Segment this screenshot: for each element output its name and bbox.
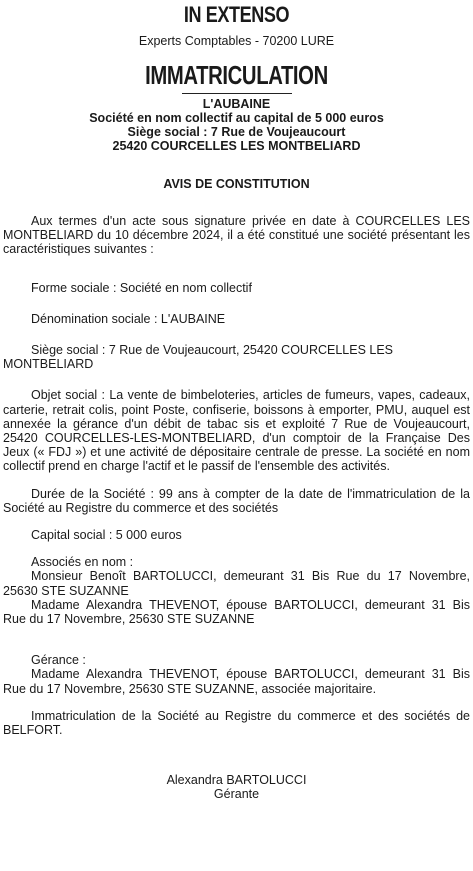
notice-title: AVIS DE CONSTITUTION [163, 177, 310, 191]
header [0, 4, 473, 94]
forme-sociale: Forme sociale : Société en nom collectif [31, 280, 252, 295]
company-city: 25420 COURCELLES LES MONTBELIARD [112, 139, 361, 153]
intro-paragraph: Aux termes d'un acte sous signature privée en date à COURCELLES LES MONTBELIARD du 10 décembre 2024, il a été constitué une société présentant les caractéristiques suivantes : [3, 214, 470, 257]
agency-subtitle: Experts Comptables - 70200 LURE [138, 34, 335, 48]
gerance-text: Madame Alexandra THEVENOT, épouse BARTOLUCCI, demeurant 31 Bis Rue du 17 Novembre, 25630 STE SUZANNE, associée majoritaire. [3, 667, 470, 696]
associe-2: Madame Alexandra THEVENOT, épouse BARTOLUCCI, demeurant 31 Bis Rue du 17 Novembre, 25630 STE SUZANNE [3, 597, 470, 627]
signature-block [0, 773, 473, 801]
siege-social: Siège social : 7 Rue de Voujeaucourt, 25420 COURCELLES LES MONTBELIARD [3, 343, 394, 372]
denomination-sociale: Dénomination sociale : L'AUBAINE [31, 311, 226, 326]
immatriculation-text: Immatriculation de la Société au Registre du commerce et des sociétés de BELFORT. [3, 708, 470, 738]
company-name: L'AUBAINE [202, 97, 271, 111]
capital-social: Capital social : 5 000 euros [31, 528, 182, 543]
legal-notice-page [0, 4, 473, 871]
duree-societe: Durée de la Société : 99 ans à compter de la date de l'immatriculation de la Société au Registre du commerce et des sociétés [3, 486, 470, 515]
associe-1: Monsieur Benoît BARTOLUCCI, demeurant 31 Bis Rue du 17 Novembre, 25630 STE SUZANNE [3, 569, 470, 598]
agency-name: IN EXTENSO [183, 2, 290, 27]
company-capital: Société en nom collectif au capital de 5 000 euros [89, 111, 384, 125]
gerance-label: Gérance : [31, 653, 86, 668]
company-block [0, 97, 473, 153]
associes-label: Associés en nom : [31, 555, 134, 570]
title-divider [182, 93, 292, 94]
section-title: IMMATRICULATION [145, 60, 328, 90]
objet-social: Objet social : La vente de bimbeloteries, articles de fumeurs, vapes, cadeaux, carterie, retrait colis, point Poste, confiserie, boissons à emporter, PMU, auquel est annexée la gérance d'un débit de tabac sis et exploité 7 Rue de Voujeaucourt, 25420 COURCELLES-LES-MONTBELIARD, d'un comptoir de la Française Des Jeux (« FDJ ») et une activité de dépositaire centrale de presse. La société en nom collectif prend en charge l'actif et le passif de l'ensemble des activités. [3, 388, 470, 474]
signatory-name: Alexandra BARTOLUCCI [166, 773, 307, 788]
signatory-role: Gérante [213, 787, 260, 802]
company-seat: Siège social : 7 Rue de Voujeaucourt [127, 125, 346, 139]
notice-body [0, 214, 473, 737]
